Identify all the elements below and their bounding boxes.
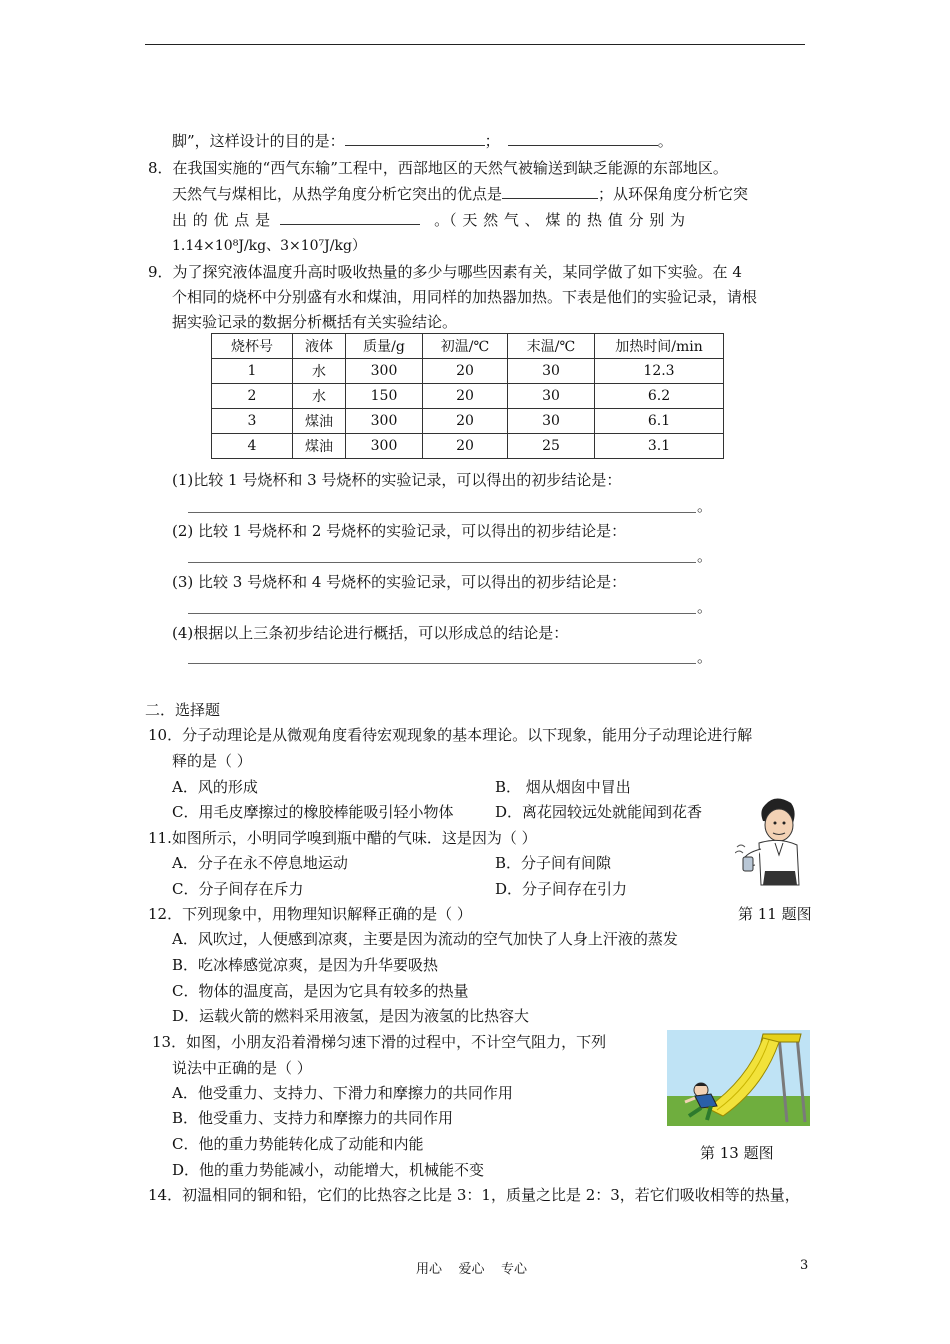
- table-row: [212, 359, 724, 384]
- table-row: [212, 409, 724, 434]
- q10-option-b[interactable]: B． 烟从烟囱中冒出: [495, 778, 631, 796]
- q9-sub2: (2) 比较 1 号烧杯和 2 号烧杯的实验记录，可以得出的初步结论是：: [172, 522, 627, 540]
- q9-line1: 9．为了探究液体温度升高时吸收热量的多少与哪些因素有关，某同学做了如下实验。在 4: [148, 263, 742, 281]
- fig13-caption: 第 13 题图: [700, 1144, 774, 1162]
- q11-option-a[interactable]: A．分子在永不停息地运动: [172, 854, 348, 872]
- footer-motto: 用心 爱心 专心: [416, 1262, 528, 1277]
- q9-sub3-period: 。: [697, 598, 713, 616]
- q10-line1: 10．分子动理论是从微观角度看待宏观现象的基本理论。以下现象，能用分子动理论进行解: [148, 726, 753, 744]
- answer-line[interactable]: [188, 663, 696, 664]
- table-cell: 煤油: [293, 434, 346, 459]
- table-cell: 12.3: [595, 359, 724, 384]
- q9-line3: 据实验记录的数据分析概括有关实验结论。: [172, 313, 458, 331]
- table-cell: 150: [346, 384, 423, 409]
- q9-sub3: (3) 比较 3 号烧杯和 4 号烧杯的实验记录，可以得出的初步结论是：: [172, 573, 627, 591]
- q13-line2: 说法中正确的是（ ）: [172, 1059, 312, 1077]
- table-cell: 6.2: [595, 384, 724, 409]
- table-cell: 300: [346, 359, 423, 384]
- q8-line2: [172, 184, 748, 204]
- q12-stem: 12．下列现象中，用物理知识解释正确的是（ ）: [148, 905, 472, 923]
- q13-option-d[interactable]: D．他的重力势能减小，动能增大，机械能不变: [172, 1161, 485, 1179]
- q13-option-b[interactable]: B．他受重力、支持力和摩擦力的共同作用: [172, 1109, 454, 1127]
- q13-line1: 13．如图，小朋友沿着滑梯匀速下滑的过程中，不计空气阻力，下列: [152, 1033, 607, 1051]
- q10-option-c[interactable]: C．用毛皮摩擦过的橡胶棒能吸引轻小物体: [172, 803, 454, 821]
- answer-line[interactable]: [188, 512, 696, 513]
- table-header: 烧杯号: [212, 334, 293, 359]
- q9-sub1: (1)比较 1 号烧杯和 3 号烧杯的实验记录，可以得出的初步结论是：: [172, 471, 622, 489]
- table-cell: 3.1: [595, 434, 724, 459]
- q7-prefix: 脚”，这样设计的目的是：: [172, 132, 345, 150]
- table-cell: 3: [212, 409, 293, 434]
- experiment-table: [211, 333, 724, 459]
- table-header-row: [212, 334, 724, 359]
- q7-tail: [172, 131, 673, 151]
- table-cell: 30: [508, 409, 595, 434]
- q13-option-c[interactable]: C．他的重力势能转化成了动能和内能: [172, 1135, 424, 1153]
- table-cell: 300: [346, 434, 423, 459]
- q7-end: 。: [657, 132, 673, 150]
- table-cell: 30: [508, 384, 595, 409]
- q9-sub1-period: 。: [697, 497, 713, 515]
- table-cell: 4: [212, 434, 293, 459]
- section-title: 二．选择题: [145, 701, 221, 719]
- table-cell: 煤油: [293, 409, 346, 434]
- table-cell: 20: [423, 384, 508, 409]
- q11-option-c[interactable]: C．分子间存在斥力: [172, 880, 304, 898]
- table-cell: 25: [508, 434, 595, 459]
- q11-option-b[interactable]: B．分子间有间隙: [495, 854, 612, 872]
- q8-line3a: 出 的 优 点 是: [172, 211, 271, 229]
- table-header: 液体: [293, 334, 346, 359]
- table-header: 初温/℃: [423, 334, 508, 359]
- q8-line2a: 天然气与煤相比，从热学角度分析它突出的优点是: [172, 185, 503, 203]
- table-cell: 水: [293, 359, 346, 384]
- table-row: [212, 434, 724, 459]
- page-number: 3: [800, 1258, 809, 1273]
- q9-sub4: (4)根据以上三条初步结论进行概括，可以形成总的结论是：: [172, 624, 569, 642]
- table-cell: 30: [508, 359, 595, 384]
- q9-line2: 个相同的烧杯中分别盛有水和煤油，用同样的加热器加热。下表是他们的实验记录，请根: [172, 288, 758, 306]
- table-row: [212, 384, 724, 409]
- table-cell: 20: [423, 409, 508, 434]
- q8-line3b: 。（ 天 然 气 、 煤 的 热 值 分 别 为: [434, 211, 686, 229]
- answer-blank[interactable]: [345, 131, 485, 146]
- answer-line[interactable]: [188, 562, 696, 563]
- q8-line4: 1.14×10⁸J/kg、3×10⁷J/kg）: [172, 238, 366, 254]
- table-header: 质量/g: [346, 334, 423, 359]
- table-cell: 300: [346, 409, 423, 434]
- q12-option-d[interactable]: D．运载火箭的燃料采用液氢，是因为液氢的比热容大: [172, 1007, 530, 1025]
- q12-option-b[interactable]: B．吃冰棒感觉凉爽，是因为升华要吸热: [172, 956, 439, 974]
- table-cell: 水: [293, 384, 346, 409]
- q9-sub4-period: 。: [697, 648, 713, 666]
- fig11-caption: 第 11 题图: [738, 905, 812, 923]
- q8-line2b: ；从环保角度分析它突: [598, 185, 749, 203]
- q10-option-d[interactable]: D．离花园较远处就能闻到花香: [495, 803, 703, 821]
- q12-option-c[interactable]: C．物体的温度高，是因为它具有较多的热量: [172, 982, 469, 1000]
- q14-line1: 14．初温相同的铜和铅，它们的比热容之比是 3：1，质量之比是 2：3，若它们吸收相等的热量，: [148, 1186, 800, 1204]
- boy-smelling-bottle-icon: [735, 795, 805, 887]
- answer-blank[interactable]: [280, 210, 420, 225]
- q11-option-d[interactable]: D．分子间存在引力: [495, 880, 628, 898]
- q8-line3: [172, 210, 685, 230]
- q10-line2: 释的是（ ）: [172, 752, 252, 770]
- answer-line[interactable]: [188, 613, 696, 614]
- q10-option-a[interactable]: A．风的形成: [172, 778, 258, 796]
- q7-sep: ；: [484, 132, 500, 150]
- q9-sub2-period: 。: [697, 547, 713, 565]
- table-cell: 6.1: [595, 409, 724, 434]
- answer-blank[interactable]: [502, 184, 598, 199]
- table-header: 末温/℃: [508, 334, 595, 359]
- header-rule: [145, 44, 805, 45]
- table-header: 加热时间/min: [595, 334, 724, 359]
- answer-blank[interactable]: [508, 131, 658, 146]
- table-cell: 1: [212, 359, 293, 384]
- q13-option-a[interactable]: A．他受重力、支持力、下滑力和摩擦力的共同作用: [172, 1084, 513, 1102]
- q8-line1: 8．在我国实施的“西气东输”工程中，西部地区的天然气被输送到缺乏能源的东部地区。: [148, 159, 728, 177]
- table-cell: 20: [423, 434, 508, 459]
- child-on-slide-icon: [667, 1030, 810, 1126]
- q11-stem: 11.如图所示，小明同学嗅到瓶中醋的气味．这是因为（ ）: [148, 829, 537, 847]
- q12-option-a[interactable]: A．风吹过，人便感到凉爽，主要是因为流动的空气加快了人身上汗液的蒸发: [172, 930, 678, 948]
- table-cell: 20: [423, 359, 508, 384]
- table-cell: 2: [212, 384, 293, 409]
